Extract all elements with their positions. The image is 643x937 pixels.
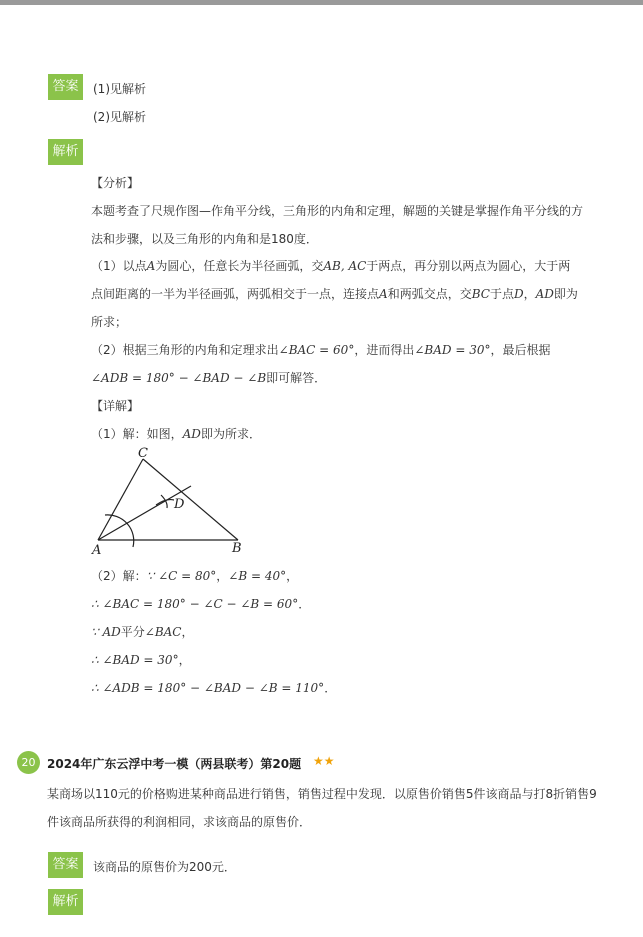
answer-tag: 答案: [48, 74, 83, 100]
text: （1）以点: [91, 259, 147, 273]
detail-heading: 【详解】: [91, 399, 140, 413]
math: A: [146, 259, 156, 273]
text: 于点: [489, 287, 514, 301]
math: ∵ ∠C = 80°: [146, 569, 217, 583]
math: ∠BAC: [144, 625, 182, 639]
answer-line-1: (1)见解析: [93, 82, 146, 96]
solution-line-5: [91, 679, 336, 696]
analysis-para2-line2: [91, 285, 578, 302]
math: ∵ AD: [91, 625, 121, 639]
text: 即为所求．: [200, 427, 261, 441]
q20-analysis-tag: 解析: [48, 889, 83, 915]
text: 即可解答．: [266, 371, 327, 385]
solution-line-4: [91, 651, 191, 668]
math: ∠BAD = 30°: [414, 343, 491, 357]
question-number-badge: 20: [17, 751, 40, 774]
bisector-ad: [98, 486, 191, 540]
text: ，最后根据: [490, 343, 551, 357]
question-title: 2024年广东云浮中考一模（两县联考）第20题: [47, 757, 302, 771]
text: ．: [298, 597, 311, 611]
math: ∠ADB = 180° − ∠BAD − ∠B: [91, 371, 267, 385]
text: 即为: [553, 287, 578, 301]
text: （2）解：: [91, 569, 147, 583]
math: D: [513, 287, 524, 301]
math: A: [379, 287, 388, 301]
math: ∴ ∠ADB = 180° − ∠BAD − ∠B = 110°: [91, 681, 325, 695]
question-text-line1: 某商场以110元的价格购进某种商品进行销售，销售过程中发现．以原售价销售5件该商品与打8折销售9: [47, 787, 597, 801]
q20-answer-tag: 答案: [48, 852, 83, 878]
label-d: D: [174, 497, 185, 512]
analysis-para3-line1: [91, 341, 550, 358]
analysis-para1-line2: 法和步骤，以及三角形的内角和是180度．: [91, 232, 318, 246]
math: AB, AC: [323, 259, 367, 273]
text: 和两弧交点，交: [387, 287, 472, 301]
analysis-para2-line1: [91, 257, 570, 274]
label-b: B: [232, 541, 242, 556]
top-divider: [0, 0, 643, 5]
solution-line-2: [91, 595, 310, 612]
text: ，: [181, 625, 194, 639]
solution-line-1: [91, 567, 298, 584]
analysis-heading: 【分析】: [91, 176, 140, 190]
analysis-para3-line2: [91, 369, 326, 386]
text: ，: [216, 569, 229, 583]
text: （2）根据三角形的内角和定理求出: [91, 343, 279, 357]
text: ．: [324, 681, 337, 695]
q20-answer-text: 该商品的原售价为200元．: [93, 860, 236, 874]
text: 为圆心，任意长为半径画弧，交: [155, 259, 324, 273]
solution-line-3: [91, 623, 194, 640]
math: ∴ ∠BAC = 180° − ∠C − ∠B = 60°: [91, 597, 299, 611]
detail-part1: [91, 425, 261, 442]
side-ac: [98, 459, 143, 540]
text: 点间距离的一半为半径画弧，两弧相交于一点，连接点: [91, 287, 380, 301]
math: AD: [535, 287, 554, 301]
math: AD: [182, 427, 201, 441]
text: ，进而得出: [354, 343, 415, 357]
math: ∴ ∠BAD = 30°: [91, 653, 179, 667]
analysis-tag: 解析: [48, 139, 83, 165]
label-c: C: [138, 446, 148, 461]
answer-line-2: (2)见解析: [93, 110, 146, 124]
text: ，: [286, 569, 299, 583]
math: BC: [471, 287, 490, 301]
label-a: A: [92, 543, 102, 558]
text: （1）解：如图，: [91, 427, 183, 441]
text: 于两点，再分别以两点为圆心，大于两: [366, 259, 571, 273]
analysis-para2-line3: 所求；: [91, 315, 128, 329]
analysis-para1-line1: 本题考查了尺规作图—作角平分线，三角形的内角和定理，解题的关键是掌握作角平分线的方: [91, 204, 584, 218]
math: ∠B = 40°: [228, 569, 287, 583]
text: ，: [178, 653, 191, 667]
text: ，: [523, 287, 536, 301]
math: ∠BAC = 60°: [278, 343, 355, 357]
text: 平分: [120, 625, 145, 639]
question-text-line2: 件该商品所获得的利润相同，求该商品的原售价．: [47, 815, 312, 829]
difficulty-stars: ★★: [313, 754, 335, 768]
side-bc: [143, 459, 238, 540]
triangle-figure: [88, 442, 258, 560]
